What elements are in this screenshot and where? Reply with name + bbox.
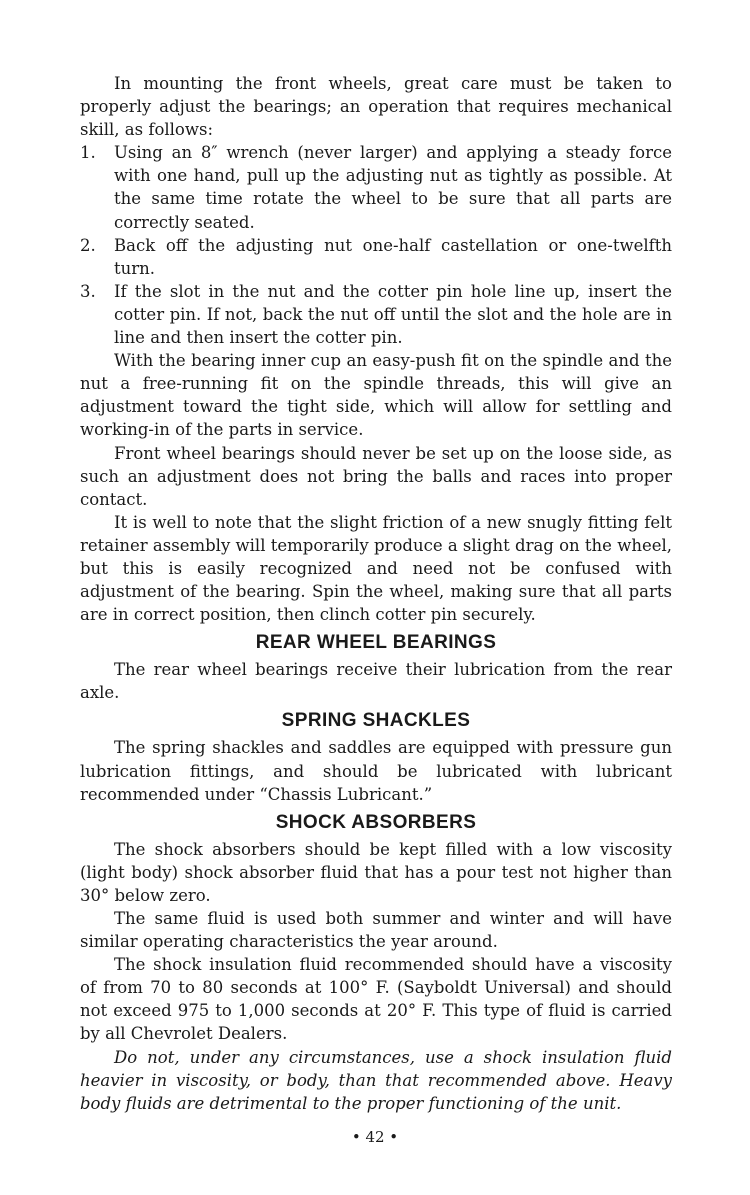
body-paragraph: With the bearing inner cup an easy-push fit on the spindle and the nut a free-running fit on the spindle threads, this will give an adjustment toward the tight side, which will allow for settling and working-in of the parts in service. [80, 351, 672, 440]
section-heading-rear-wheel-bearings: REAR WHEEL BEARINGS [255, 632, 497, 654]
warning-paragraph: Do not, under any circumstances, use a shock insulation fluid heavier in viscosity, or body, than that recommended above. Heavy body fluids are detrimental to the proper functioning of the unit. [80, 1047, 672, 1113]
intro-paragraph: In mounting the front wheels, great care must be taken to properly adjust the bearings; an operation that requires mechanical skill, as follows: [80, 74, 672, 140]
body-paragraph: The shock absorbers should be kept filled with a low viscosity (light body) shock absorber fluid that has a pour test not higher than 30° below zero. [80, 839, 672, 905]
step-item [80, 234, 672, 280]
section-heading-shock-absorbers: SHOCK ABSORBERS [275, 811, 477, 833]
step-text: Using an 8″ wrench (never larger) and applying a steady force with one hand, pull up the adjusting nut as tightly as possible. At the same time rotate the wheel to be sure that all parts are correctly seated. [114, 143, 672, 232]
body-paragraph: The spring shackles and saddles are equipped with pressure gun lubrication fittings, and should be lubricated with lubricant recommended under “Chassis Lubricant.” [80, 738, 672, 804]
step-text: Back off the adjusting nut one-half castellation or one-twelfth turn. [114, 235, 672, 278]
body-paragraph: The shock insulation fluid recommended should have a viscosity of from 70 to 80 seconds at 100° F. (Sayboldt Universal) and should not exceed 975 to 1,000 seconds at 20° F. This type of fluid is carried by all Chevrolet Dealers. [80, 955, 672, 1044]
body-paragraph: Front wheel bearings should never be set up on the loose side, as such an adjustment does not bring the balls and races into proper contact. [80, 443, 672, 509]
step-item [80, 280, 672, 349]
page-number: • 42 • [351, 1128, 399, 1146]
adjustment-steps [80, 141, 672, 349]
step-number: 3. [80, 281, 96, 301]
body-paragraph: It is well to note that the slight friction of a new snugly fitting felt retainer assembly will temporarily produce a slight drag on the wheel, but this is easily recognized and need not be confused with adjustment of the bearing. Spin the wheel, making sure that all parts are in correct position, then clinch cotter pin securely. [80, 512, 672, 625]
step-text: If the slot in the nut and the cotter pin hole line up, insert the cotter pin. If not, back the nut off until the slot and the hole are in line and then insert the cotter pin. [114, 281, 672, 348]
step-item [80, 141, 672, 233]
body-paragraph: The same fluid is used both summer and winter and will have similar operating characteristics the year around. [80, 909, 672, 952]
step-number: 1. [80, 143, 96, 163]
step-number: 2. [80, 235, 96, 255]
section-heading-spring-shackles: SPRING SHACKLES [281, 710, 471, 732]
body-paragraph: The rear wheel bearings receive their lubrication from the rear axle. [80, 660, 672, 703]
